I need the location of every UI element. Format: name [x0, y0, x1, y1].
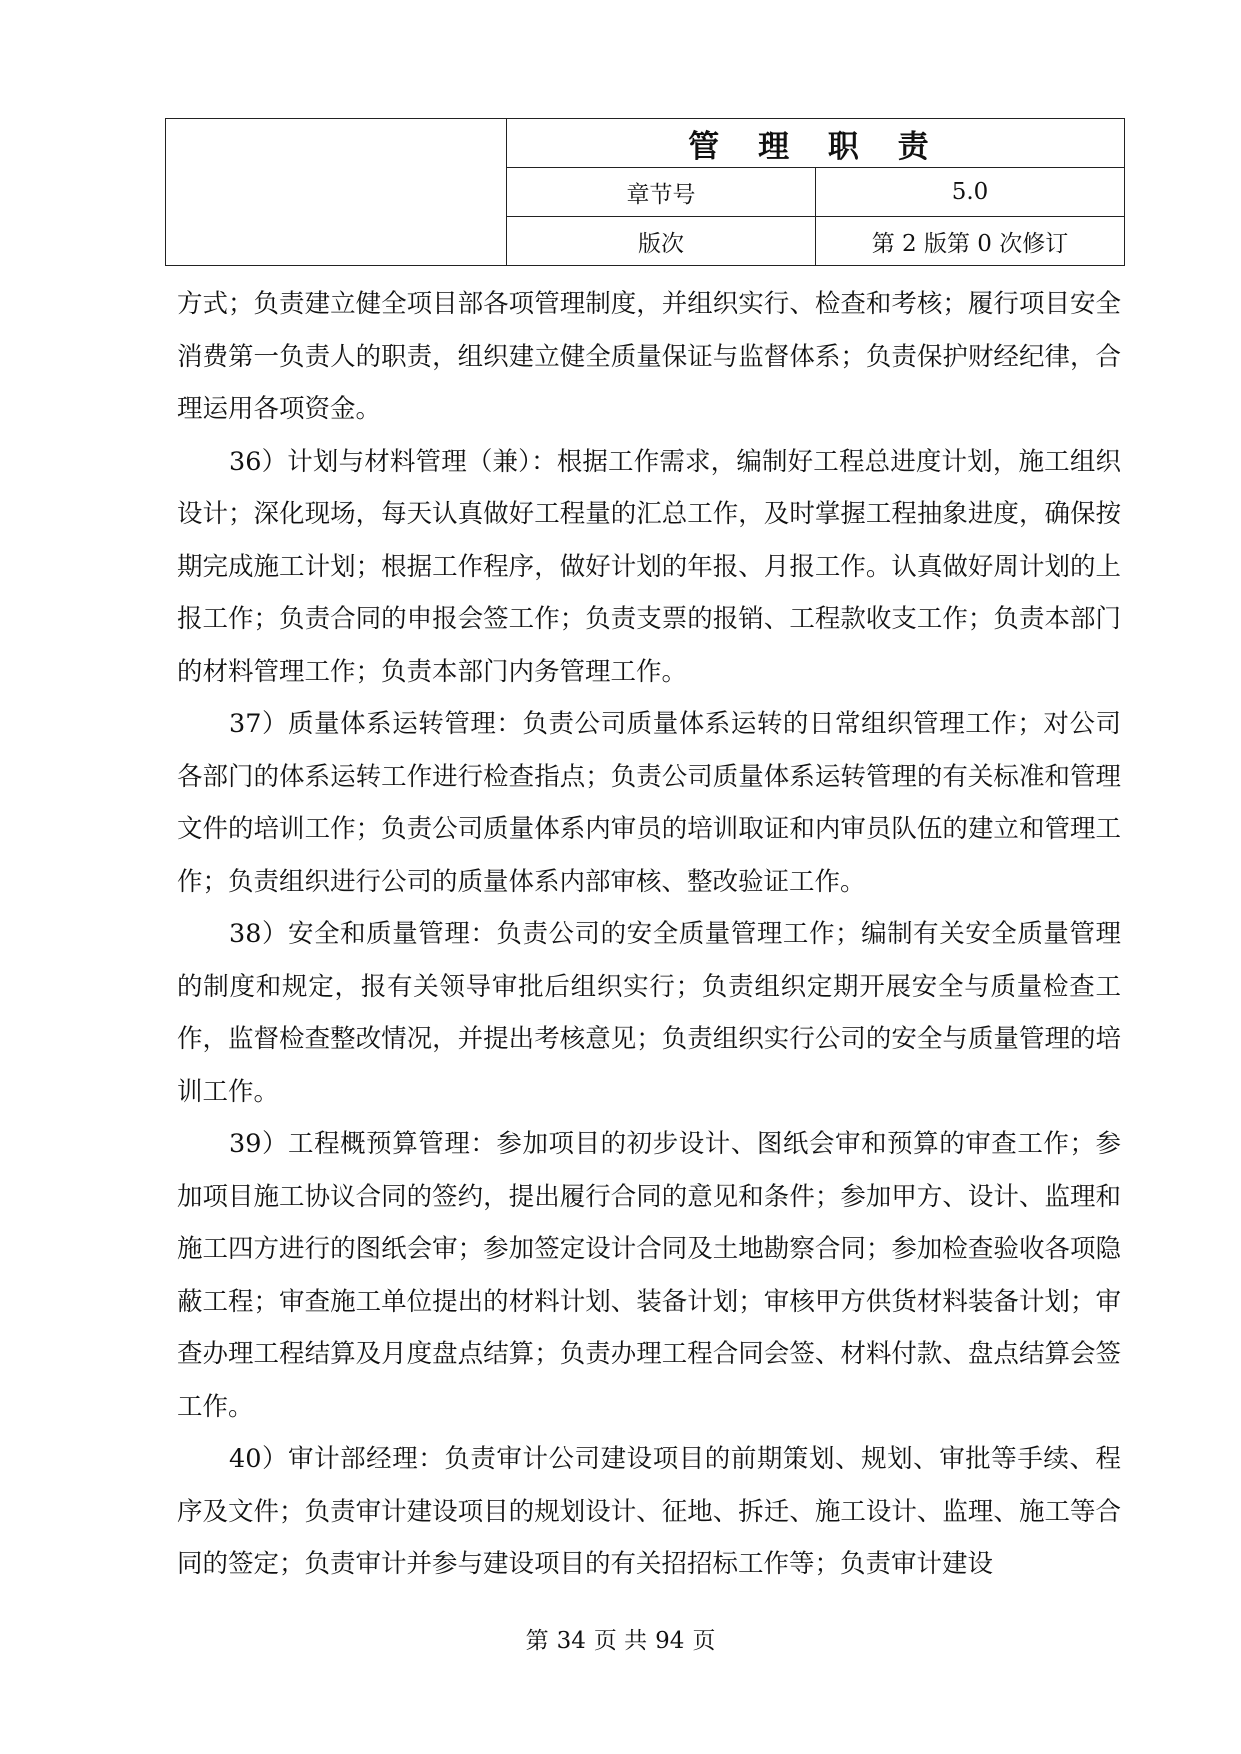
page-prefix: 第 [525, 1628, 549, 1654]
logo-area [166, 119, 507, 266]
paragraph-40: 40）审计部经理：负责审计公司建设项目的前期策划、规划、审批等手续、程序及文件；负责审计建设项目的规划设计、征地、拆迁、施工设计、监理、施工等合同的签定；负责审计并参与建设项目的有关招招标工作等；负责审计建设 [177, 1444, 1121, 1579]
section-number-value: 5.0 [816, 168, 1125, 217]
version-value: 第 2 版第 0 次修订 [816, 217, 1125, 266]
total-pages-number: 94 [655, 1628, 685, 1654]
current-page-number: 34 [556, 1628, 586, 1654]
document-title: 管 理 职 责 [507, 119, 1125, 168]
page-suffix: 页 [692, 1628, 716, 1654]
paragraph-37: 37）质量体系运转管理：负责公司质量体系运转的日常组织管理工作；对公司各部门的体系运转工作进行检查指点；负责公司质量体系运转管理的有关标准和管理文件的培训工作；负责公司质量体系内审员的培训取证和内审员队伍的建立和管理工作；负责组织进行公司的质量体系内部审核、整改验证工作。 [177, 709, 1121, 897]
paragraph-38: 38）安全和质量管理：负责公司的安全质量管理工作；编制有关安全质量管理的制度和规定，报有关领导审批后组织实行；负责组织定期开展安全与质量检查工作，监督检查整改情况，并提出考核意见；负责组织实行公司的安全与质量管理的培训工作。 [177, 919, 1121, 1107]
section-number-label: 章节号 [507, 168, 816, 217]
document-header-table [165, 118, 1125, 266]
paragraph-39: 39）工程概预算管理：参加项目的初步设计、图纸会审和预算的审查工作；参加项目施工协议合同的签约，提出履行合同的意见和条件；参加甲方、设计、监理和施工四方进行的图纸会审；参加签定设计合同及土地勘察合同；参加检查验收各项隐蔽工程；审查施工单位提出的材料计划、装备计划；审核甲方供货材料装备计划；审查办理工程结算及月度盘点结算；负责办理工程合同会签、材料付款、盘点结算会签工作。 [177, 1129, 1121, 1422]
version-label: 版次 [507, 217, 816, 266]
page-mid-text: 页 共 [593, 1628, 648, 1654]
document-body [177, 278, 1121, 1591]
paragraph-36: 36）计划与材料管理（兼）：根据工作需求，编制好工程总进度计划，施工组织设计；深化现场，每天认真做好工程量的汇总工作，及时掌握工程抽象进度，确保按期完成施工计划；根据工作程序，做好计划的年报、月报工作。认真做好周计划的上报工作；负责合同的申报会签工作；负责支票的报销、工程款收支工作；负责本部门的材料管理工作；负责本部门内务管理工作。 [177, 446, 1121, 687]
page-footer [0, 1622, 1241, 1655]
paragraph-continuation: 方式；负责建立健全项目部各项管理制度，并组织实行、检查和考核；履行项目安全消费第一负责人的职责，组织建立健全质量保证与监督体系；负责保护财经纪律，合理运用各项资金。 [177, 289, 1121, 424]
